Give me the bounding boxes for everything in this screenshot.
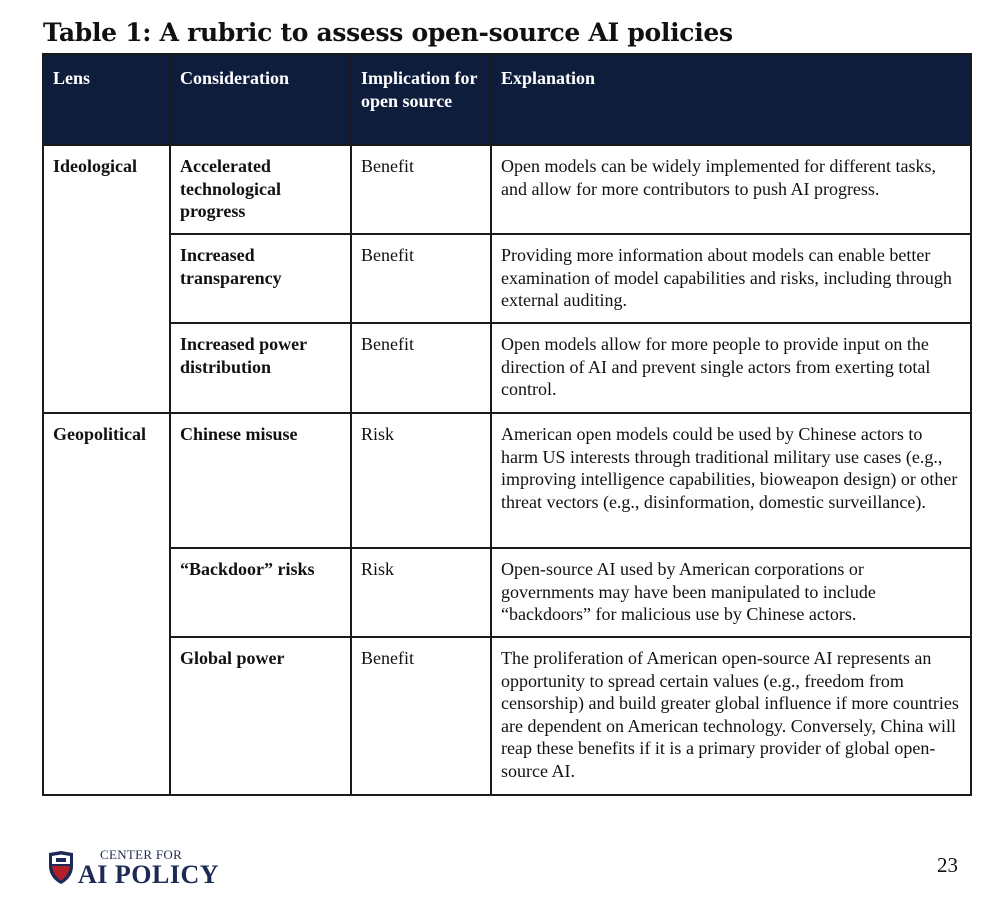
table-row bbox=[43, 145, 971, 234]
table-header-row bbox=[43, 54, 971, 145]
consideration-cell: Increased transparency bbox=[170, 234, 351, 323]
header-lens: Lens bbox=[43, 54, 170, 145]
table-row bbox=[43, 637, 971, 795]
page-number: 23 bbox=[937, 853, 958, 877]
explanation-cell: Open models can be widely implemented for different tasks, and allow for more contributors to push AI progress. bbox=[491, 145, 971, 234]
implication-cell: Benefit bbox=[351, 145, 491, 234]
rubric-table bbox=[42, 53, 972, 796]
consideration-cell: Chinese misuse bbox=[170, 413, 351, 548]
consideration-cell: “Backdoor” risks bbox=[170, 548, 351, 637]
explanation-cell: Providing more information about models can enable better examination of model capabilities and risks, including through external auditing. bbox=[491, 234, 971, 323]
implication-cell: Risk bbox=[351, 548, 491, 637]
lens-cell-ideological: Ideological bbox=[43, 145, 170, 413]
table-row bbox=[43, 413, 971, 548]
explanation-cell: The proliferation of American open-source AI represents an opportunity to spread certain values (e.g., freedom from censorship) and build greater global influence if more countries are dependent on American technology. Conversely, China will reap these benefits if it is a primary provider of global open-source AI. bbox=[491, 637, 971, 795]
explanation-cell: Open models allow for more people to provide input on the direction of AI and prevent single actors from exerting total control. bbox=[491, 323, 971, 413]
implication-cell: Risk bbox=[351, 413, 491, 548]
logo-line-2: AI POLICY bbox=[78, 860, 220, 889]
lens-cell-geopolitical: Geopolitical bbox=[43, 413, 170, 795]
table-title: Table 1: A rubric to assess open-source AI policies bbox=[43, 18, 733, 47]
explanation-cell: Open-source AI used by American corporations or governments may have been manipulated to include “backdoors” for malicious use by Chinese actors. bbox=[491, 548, 971, 637]
implication-cell: Benefit bbox=[351, 323, 491, 413]
shield-icon bbox=[47, 850, 75, 886]
header-explanation: Explanation bbox=[491, 54, 971, 145]
header-consideration: Consideration bbox=[170, 54, 351, 145]
logo-line-1: CENTER FOR bbox=[100, 847, 183, 862]
explanation-cell: American open models could be used by Chinese actors to harm US interests through traditional military use cases (e.g., improving intelligence capabilities, bioweapon design) or other threat vectors (e.g., disinformation, domestic surveillance). bbox=[491, 413, 971, 548]
consideration-cell: Global power bbox=[170, 637, 351, 795]
implication-cell: Benefit bbox=[351, 234, 491, 323]
table-row bbox=[43, 323, 971, 413]
table-row bbox=[43, 234, 971, 323]
consideration-cell: Accelerated technological progress bbox=[170, 145, 351, 234]
table-row bbox=[43, 548, 971, 637]
consideration-cell: Increased power distribution bbox=[170, 323, 351, 413]
center-for-ai-policy-logo bbox=[47, 848, 219, 888]
implication-cell: Benefit bbox=[351, 637, 491, 795]
header-implication: Implication for open source bbox=[351, 54, 491, 145]
